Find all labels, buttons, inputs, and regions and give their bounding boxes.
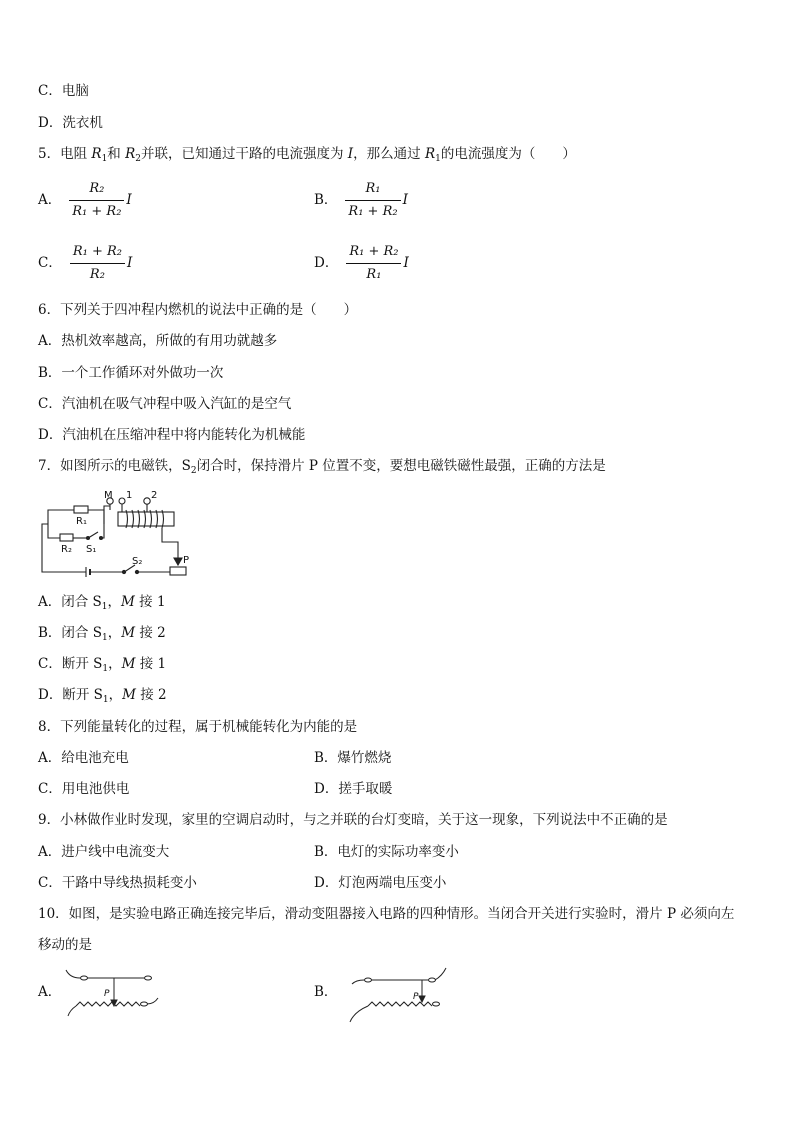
q7-option-a: A．闭合 $S_1$，M 接 1 <box>38 594 166 612</box>
q6-stem: 6．下列关于四冲程内燃机的说法中正确的是（ ） <box>38 302 358 318</box>
label-2: 2 <box>151 490 158 501</box>
q10-option-a-label: A． <box>38 984 62 1000</box>
q4-option-c: C．电脑 <box>38 83 89 99</box>
q10-option-b-label: B． <box>314 984 338 1000</box>
slider-p-label: P <box>104 989 110 999</box>
q10-stem-line1: 10．如图，是实验电路正确连接完毕后，滑动变阻器接入电路的四种情形。当闭合开关进行实验时，滑片 P 必须向左 <box>38 906 735 922</box>
q7-option-b: B．闭合 $S_1$，M 接 2 <box>38 625 166 643</box>
q8-option-d: D．搓手取暖 <box>314 781 393 797</box>
label-p: P <box>183 555 190 566</box>
q8-option-b: B．爆竹燃烧 <box>314 750 392 766</box>
label-s1: S₁ <box>86 544 97 555</box>
fraction: $\frac{\text{R₁ + R₂}}{\text{R₂}}$ <box>70 243 125 284</box>
q9-option-d: D．灯泡两端电压变小 <box>314 875 447 891</box>
q7-stem: 7．如图所示的电磁铁，$S_2$闭合时，保持滑片 P 位置不变，要想电磁铁磁性最强，正确的方法是 <box>38 458 606 476</box>
q5-option-d: D． $\frac{\text{R₁ + R₂}}{\text{R₁}}$ I <box>314 244 409 282</box>
label-r1: R₁ <box>76 516 87 527</box>
q7-option-c: C．断开 $S_1$，M 接 1 <box>38 656 167 674</box>
q6-option-d: D．汽油机在压缩冲程中将内能转化为机械能 <box>38 427 306 443</box>
q9-option-c: C．干路中导线热损耗变小 <box>38 875 197 891</box>
q5-option-a: A． $\frac{\text{R₂}}{\text{R₁ + R₂}}$ I <box>38 181 132 219</box>
rheostat-figure-b <box>346 966 456 1024</box>
label-r2: R₂ <box>61 544 72 555</box>
slider-p-label: P <box>413 992 419 1002</box>
fraction: $\frac{\text{R₂}}{\text{R₁ + R₂}}$ <box>69 180 124 221</box>
q8-option-c: C．用电池供电 <box>38 781 130 797</box>
label-s2: S₂ <box>132 556 143 567</box>
q8-stem: 8．下列能量转化的过程，属于机械能转化为内能的是 <box>38 719 358 735</box>
q9-stem: 9．小林做作业时发现，家里的空调启动时，与之并联的台灯变暗，关于这一现象，下列说法中不正确的是 <box>38 812 668 828</box>
q4-option-d: D．洗衣机 <box>38 115 103 131</box>
q9-option-a: A．进户线中电流变大 <box>38 844 170 860</box>
q5-option-c: C． $\frac{\text{R₁ + R₂}}{\text{R₂}}$ I <box>38 244 133 282</box>
fraction: $\frac{\text{R₁}}{\text{R₁ + R₂}}$ <box>345 180 400 221</box>
q8-option-a: A．给电池充电 <box>38 750 129 766</box>
label-1: 1 <box>126 490 133 501</box>
electromagnet-circuit-diagram <box>38 488 210 578</box>
q6-option-c: C．汽油机在吸气冲程中吸入汽缸的是空气 <box>38 396 292 412</box>
q5-option-b: B． $\frac{\text{R₁}}{\text{R₁ + R₂}}$ I <box>314 181 408 219</box>
q6-option-a: A．热机效率越高，所做的有用功就越多 <box>38 333 278 349</box>
q5-stem: 5．电阻 $R_1$和 $R_2$并联，已知通过干路的电流强度为 I，那么通过 $R_1$的电流强度为（ ） <box>38 146 576 164</box>
fraction: $\frac{\text{R₁ + R₂}}{\text{R₁}}$ <box>346 243 401 284</box>
q6-option-b: B．一个工作循环对外做功一次 <box>38 365 224 381</box>
label-m: M <box>104 490 113 501</box>
q9-option-b: B．电灯的实际功率变小 <box>314 844 459 860</box>
q10-stem-line2: 移动的是 <box>38 937 92 953</box>
rheostat-figure-a <box>64 968 164 1018</box>
q7-option-d: D．断开 $S_1$，M 接 2 <box>38 687 167 705</box>
